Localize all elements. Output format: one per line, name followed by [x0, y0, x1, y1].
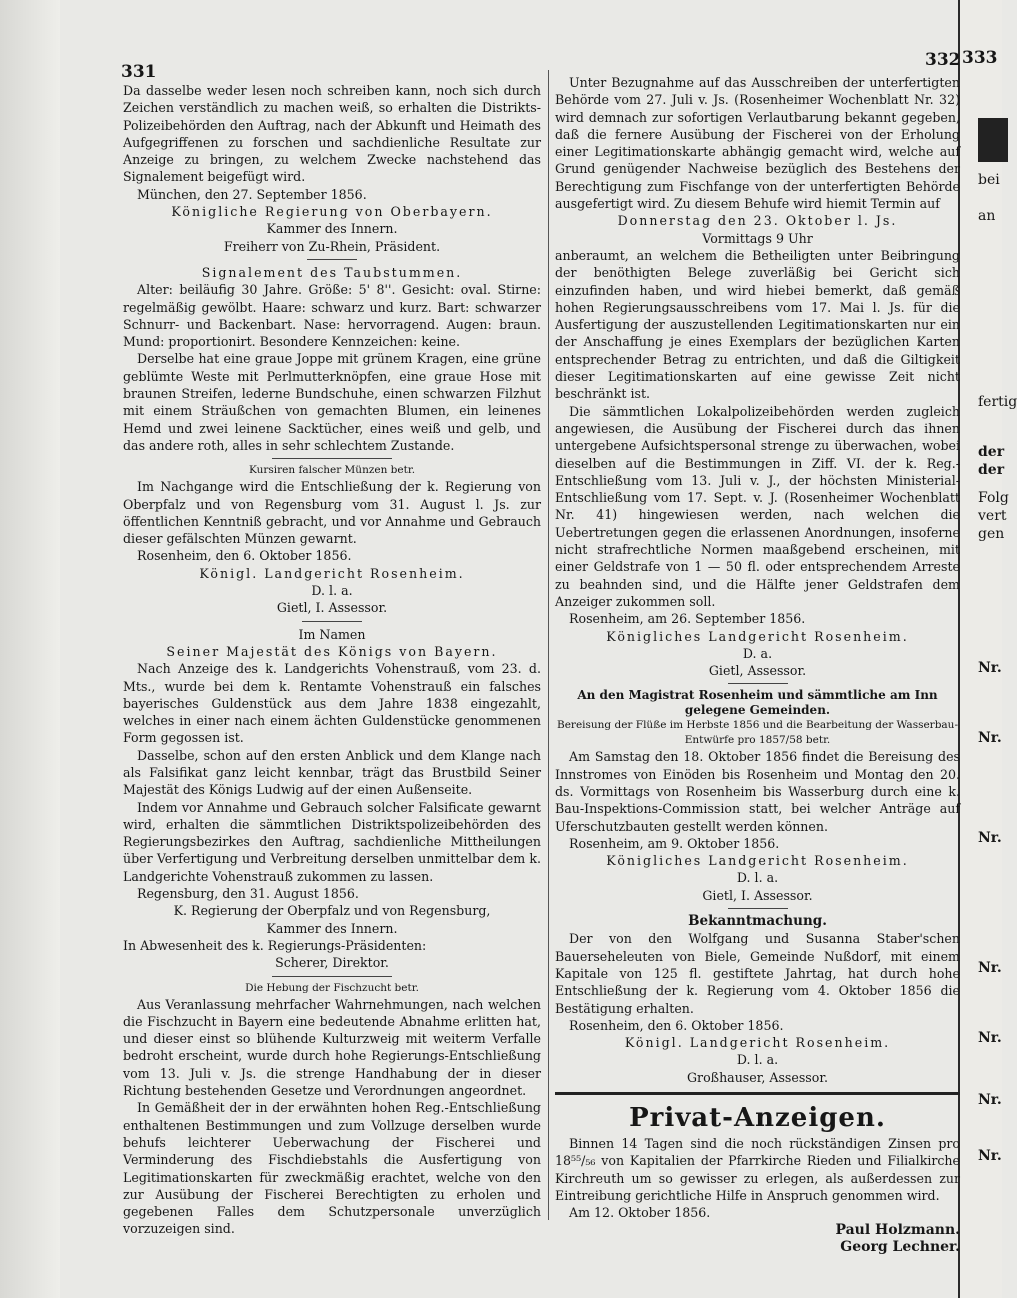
private-ads-title: Privat-Anzeigen. [629, 1103, 886, 1134]
facing-word: Nr. [978, 960, 1002, 976]
section-title: Seiner Majestät des Königs von Bayern. [166, 643, 498, 659]
dateline: München, den 27. September 1856. [137, 186, 367, 202]
paragraph: Im Nachgange wird die Entschließung der k. Regierung von Oberpfalz und von Regensburg vom 31. August l. Js. zur öffentlichen Kenntniß gebracht, und vor Annahme und Gebrauch dieser gefälschten Münzen gewarnt. [123, 479, 541, 547]
signature-authority: Königl. Landgericht Rosenheim. [624, 1035, 891, 1051]
facing-word: an [978, 208, 996, 224]
section-subject: Kursiren falscher Münzen betr. [248, 464, 416, 477]
paragraph: Alter: beiläufig 30 Jahre. Größe: 5' 8''. Gesicht: oval. Stirne: regelmäßig gewölbt. Haare: schwarz und kurz. Bart: schwarzer Schnurr- und Backenbart. Nase: hervorragend. Augen: braun. Mund: proportionirt. Besondere Kennzeichen: keine. [123, 282, 541, 350]
signature-department: Kammer des Innern. [266, 221, 398, 237]
signature-authority: Königliches Landgericht Rosenheim. [606, 853, 909, 869]
signature-authority: Königl. Landgericht Rosenheim. [199, 565, 465, 581]
page-number-left: 331 [121, 62, 157, 82]
facing-page-bar [978, 118, 1008, 162]
signature-name: Freiherr von Zu-Rhein, Präsident. [223, 238, 441, 254]
dateline: Rosenheim, am 26. September 1856. [569, 611, 806, 627]
paragraph: Indem vor Annahme und Gebrauch solcher Falsificate gewarnt wird, erhalten die sämmtlichen Distriktspolizeibehörden des Regierungsbezirkes den Auftrag, sachdienliche Mittheilungen über Verfertigung und Verbreitung derselben unmittelbar dem k. Landgerichte Vohenstrauß zukommen zu lassen. [123, 799, 541, 884]
section-subject: Die Hebung der Fischzucht betr. [245, 981, 419, 994]
facing-page-edge [958, 0, 1017, 1298]
column-divider [548, 70, 549, 1220]
term-time: Vormittags 9 Uhr [702, 230, 813, 246]
paragraph: Nach Anzeige des k. Landgerichts Vohenstrauß, vom 23. d. Mts., wurde bei dem k. Rentamte Vohenstrauß ein falsches bayerisches Guldenstück aus dem Jahre 1838 eingezahlt, welches in einer nach einem ächten Guldenstücke genommenen Form gegossen ist. [123, 661, 541, 746]
paragraph: Unter Bezugnahme auf das Ausschreiben der unterfertigten Behörde vom 27. Juli v. Js. (Rosenheimer Wochenblatt Nr. 32) wird demnach zur sofortigen Verlautbarung bekannt gegeben, daß die fernere Ausübung der Fischerei von der Erholung einer Legitimationskarte abhängig gemacht wird, welche auf Grund genügender Nachweise bezüglich des Bestehens der Berechtigung zum Fischfange von der unterfertigten Behörde ausgefertigt wird. Zu diesem Behufe wird hiemit Termin auf [555, 75, 960, 212]
section-title: Im Namen [298, 626, 366, 642]
signature-note: In Abwesenheit des k. Regierungs-Präsidenten: [123, 937, 427, 953]
dateline: Am 12. Oktober 1856. [569, 1205, 711, 1221]
paragraph: Binnen 14 Tagen sind die noch rückständigen Zinsen pro 18⁵⁵/₅₆ von Kapitalien der Pfarrkirche Rieden und Filialkirche Kirchreuth um so gewisser zu erlegen, als außerdessen zur Eintreibung gerichtliche Hilfe in Anspruch genommen wird. [555, 1136, 960, 1203]
signature-initials: D. l. a. [736, 1052, 779, 1068]
private-signature: Georg Lechner. [840, 1238, 960, 1255]
facing-word: Nr. [978, 660, 1002, 676]
binding-gutter [0, 0, 60, 1298]
facing-word: gen [978, 526, 1005, 542]
signature-name: Gietl, I. Assessor. [702, 887, 813, 903]
facing-word: Nr. [978, 1030, 1002, 1046]
separator-rule [272, 458, 392, 459]
facing-word: der [978, 444, 1005, 460]
signature-name: Gietl, I. Assessor. [276, 600, 388, 616]
signature-name: Großhauser, Assessor. [687, 1069, 828, 1085]
dateline: Rosenheim, den 6. Oktober 1856. [569, 1017, 784, 1033]
facing-word: fertig [978, 394, 1017, 410]
paragraph: In Gemäßheit der in der erwähnten hohen Reg.-Entschließung enthaltenen Bestimmungen und zum Vollzuge derselben wurde behufs leichterer Ueberwachung der Fischerei und Verminderung des Fischdiebstahls die Ausfertigung von Legitimationskarten für zweckmäßig erachtet, welche von den zur Ausübung der Fischerei Berechtigten zu erholen und gegebenen Falles dem Schutzpersonale unverzüglich vorzuzeigen sind. [123, 1100, 541, 1237]
private-signature: Paul Holzmann. [835, 1221, 960, 1238]
signature-department: Kammer des Innern. [266, 920, 398, 936]
facing-word: bei [978, 172, 1000, 188]
dateline: Rosenheim, den 6. Oktober 1856. [137, 548, 352, 564]
facing-word: Nr. [978, 1148, 1002, 1164]
paragraph: Aus Veranlassung mehrfacher Wahrnehmungen, nach welchen die Fischzucht in Bayern eine bedeutende Abnahme erlitten hat, und dieser einst so blühende Kulturzweig mit weiterm Verfalle bedroht erscheint, wurde durch hohe Regierungs-Entschließung vom 13. Juli v. Js. die strenge Handhabung der in dieser Richtung bestehenden Gesetze und Verordnungen angeordnet. [123, 996, 541, 1099]
paragraph: Derselbe hat eine graue Joppe mit grünem Kragen, eine grüne geblümte Weste mit Perlmutterknöpfen, eine graue Hose mit braunen Streifen, lederne Bundschuhe, einen schwarzen Filzhut mit einem Sträußchen von gemachten Blumen, ein leinenes Hemd und zwei leinene Sacktücher, eines weiß und gelb, und das andere roth, alles in sehr schlechtem Zustande. [123, 351, 541, 453]
paragraph: Der von den Wolfgang und Susanna Staber'schen Bauerseheleuten von Biele, Gemeinde Nußdorf, mit einem Kapitale von 125 fl. gestiftete Jahrtag, hat durch hohe Entschließung der k. Regierung vom 4. Oktober 1856 die Bestätigung erhalten. [555, 931, 960, 1016]
separator-rule [728, 908, 788, 909]
facing-word: vert [978, 508, 1007, 524]
facing-word: Folg [978, 490, 1009, 506]
separator-rule [728, 683, 788, 684]
left-column [123, 82, 541, 1238]
section-addressee: An den Magistrat Rosenheim und sämmtliche am Inn gelegene Gemeinden. [577, 688, 938, 718]
separator-rule [302, 621, 362, 622]
signature-name: Gietl, Assessor. [708, 663, 807, 679]
page-number-right: 332 [925, 50, 961, 70]
paragraph: Da dasselbe weder lesen noch schreiben kann, noch sich durch Zeichen verständlich zu machen weiß, so erhalten die Distrikts-Polizeibehörden den Auftrag, nach der Abkunft und Heimath des Aufgegriffenen zu forschen und sachdienliche Resultate zur Anzeige zu bringen, zu welchem Zwecke nachstehend das Signalement beigefügt wird. [123, 83, 541, 185]
facing-word: der [978, 462, 1005, 478]
separator-rule [307, 259, 357, 260]
section-title: Bekanntmachung. [688, 913, 827, 930]
right-column [555, 74, 960, 1256]
dateline: Rosenheim, am 9. Oktober 1856. [569, 835, 780, 851]
paragraph: Dasselbe, schon auf den ersten Anblick und dem Klange nach als Falsifikat ganz leicht kennbar, trägt das Brustbild Seiner Majestät des Königs Ludwig auf der einen Außenseite. [123, 747, 541, 798]
facing-word: Nr. [978, 730, 1002, 746]
section-title: Signalement des Taubstummen. [201, 264, 463, 280]
signature-initials: D. l. a. [311, 583, 353, 599]
term-date: Donnerstag den 23. Oktober l. Js. [617, 213, 898, 229]
facing-word: Nr. [978, 1092, 1002, 1108]
signature-authority: Königliches Landgericht Rosenheim. [606, 628, 909, 644]
paragraph: anberaumt, an welchem die Betheiligten unter Beibringung der benöthigten Belege zuverläßig bei Gericht sich einzufinden haben, und wird hiebei bemerkt, daß gemäß hohen Regierungsausschreibens vom 17. Mai l. Js. für die Ausfertigung der auszustellenden Legitimationskarten nur ein der Anschaffung je eines Exemplars der bezüglichen Karten entsprechender Betrag zu entrichten, und daß die Giltigkeit dieser Legitimationskarten auf eine gewisse Zeit nicht beschränkt ist. [555, 247, 960, 402]
signature-initials: D. l. a. [736, 870, 779, 886]
signature-initials: D. a. [742, 645, 773, 661]
dateline: Regensburg, den 31. August 1856. [137, 886, 359, 902]
facing-page-number: 333 [962, 48, 998, 68]
paragraph: Am Samstag den 18. Oktober 1856 findet die Bereisung des Innstromes von Einöden bis Rosenheim und Montag den 20. ds. Vormittags von Rosenheim bis Wasserburg durch eine k. Bau-Inspektions-Commission statt, bei welcher Anträge auf Uferschutzbauten gestellt werden können. [555, 749, 960, 834]
signature-authority: Königliche Regierung von Oberbayern. [171, 204, 493, 220]
paragraph: Die sämmtlichen Lokalpolizeibehörden werden zugleich angewiesen, die Ausübung der Fischerei durch das ihnen untergebene Aufsichtspersonal strenge zu überwachen, wobei dieselben auf die Bestimmungen in Ziff. VI. der k. Reg.-Entschließung vom 13. Juli v. J., der höchsten Ministerial-Entschließung vom 17. Sept. v. J. (Rosenheimer Wochenblatt Nr. 41) hingewiesen werden, nach welchen die Uebertretungen gegen die erlassenen Anordnungen, insoferne nicht strafrechtliche Normen maaßgebend erscheinen, mit einer Geldstrafe von 1 — 50 fl. oder entsprechendem Arreste zu beahnden sind, und die Hälfte jener Geldstrafen dem Anzeiger zukommen soll. [555, 403, 960, 609]
section-subject: Bereisung der Flüße im Herbste 1856 und die Bearbeitung der Wasserbau-Entwürfe pro 1857/58 betr. [557, 719, 958, 747]
signature-name: Scherer, Direktor. [275, 955, 389, 971]
separator-rule [272, 976, 392, 977]
facing-word: Nr. [978, 830, 1002, 846]
signature-authority: K. Regierung der Oberpfalz und von Regensburg, [173, 903, 491, 919]
section-heavy-rule [555, 1092, 960, 1095]
